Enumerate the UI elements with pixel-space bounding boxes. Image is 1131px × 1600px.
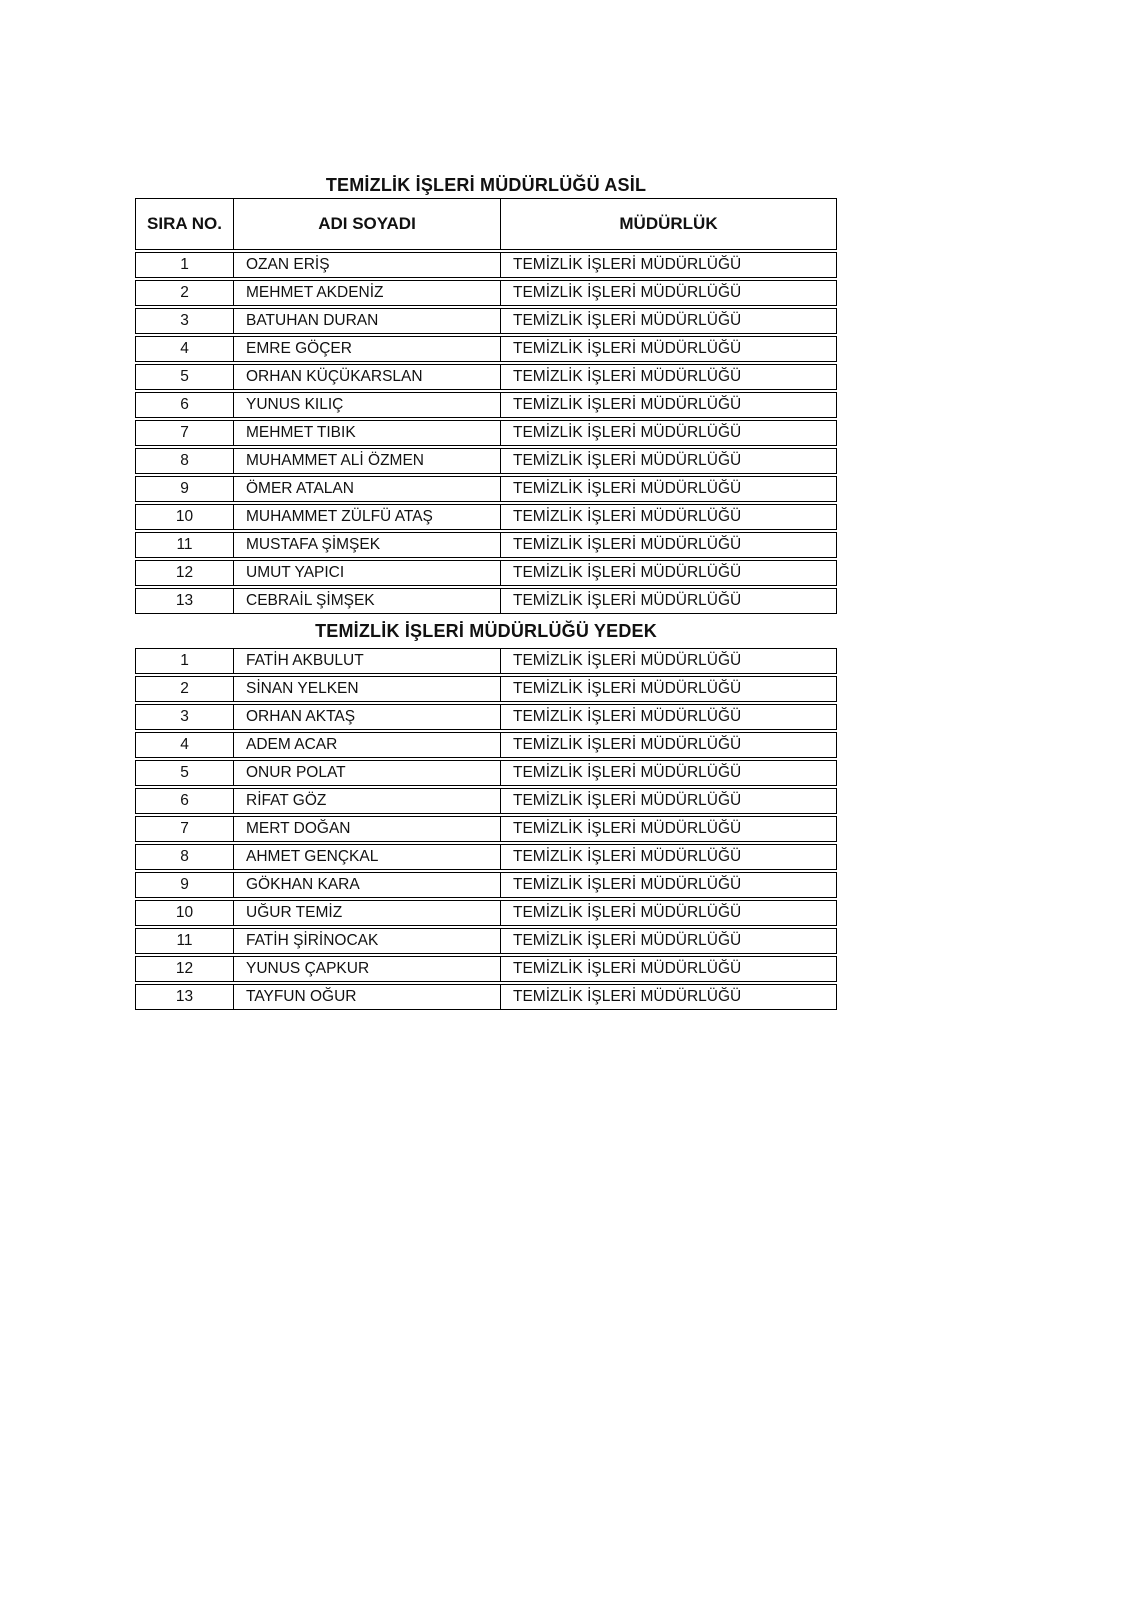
cell-adi-soyadi: ADEM ACAR [233, 733, 500, 757]
cell-mudurluk: TEMİZLİK İŞLERİ MÜDÜRLÜĞÜ [500, 421, 836, 445]
cell-sira-no: 12 [175, 960, 194, 977]
cell-adi-soyadi: BATUHAN DURAN [233, 309, 500, 333]
cell-sira-no: 1 [180, 652, 189, 669]
cell-sira-no: 8 [180, 452, 189, 469]
cell-adi-soyadi: FATİH ŞİRİNOCAK [233, 929, 500, 953]
cell-sira-no: 8 [180, 848, 189, 865]
cell-sira-no: 4 [180, 736, 189, 753]
table-row [135, 504, 837, 530]
cell-mudurluk: TEMİZLİK İŞLERİ MÜDÜRLÜĞÜ [500, 817, 836, 841]
cell-adi-soyadi: UĞUR TEMİZ [233, 901, 500, 925]
cell-sira-no: 6 [180, 396, 189, 413]
cell-adi-soyadi: MUHAMMET ZÜLFÜ ATAŞ [233, 505, 500, 529]
cell-sira-no: 9 [180, 480, 189, 497]
cell-adi-soyadi: YUNUS ÇAPKUR [233, 957, 500, 981]
asil-section-title: TEMİZLİK İŞLERİ MÜDÜRLÜĞÜ ASİL [325, 175, 647, 195]
personnel-list-document [135, 172, 837, 1012]
cell-adi-soyadi: ÖMER ATALAN [233, 477, 500, 501]
cell-adi-soyadi: FATİH AKBULUT [233, 649, 500, 673]
table-row [135, 676, 837, 702]
cell-sira-no: 11 [176, 536, 193, 553]
cell-mudurluk: TEMİZLİK İŞLERİ MÜDÜRLÜĞÜ [500, 337, 836, 361]
cell-sira-no: 9 [180, 876, 189, 893]
cell-sira-no: 3 [180, 312, 189, 329]
table-row [135, 560, 837, 586]
cell-mudurluk: TEMİZLİK İŞLERİ MÜDÜRLÜĞÜ [500, 929, 836, 953]
cell-adi-soyadi: UMUT YAPICI [233, 561, 500, 585]
cell-mudurluk: TEMİZLİK İŞLERİ MÜDÜRLÜĞÜ [500, 761, 836, 785]
table-row [135, 420, 837, 446]
cell-mudurluk: TEMİZLİK İŞLERİ MÜDÜRLÜĞÜ [500, 677, 836, 701]
table-row [135, 816, 837, 842]
table-row [135, 788, 837, 814]
cell-sira-no: 7 [180, 424, 189, 441]
cell-sira-no: 10 [175, 904, 194, 921]
cell-sira-no: 10 [175, 508, 194, 525]
cell-sira-no: 6 [180, 792, 189, 809]
asil-table-rows [135, 252, 837, 614]
cell-sira-no: 13 [175, 988, 194, 1005]
yedek-section-title: TEMİZLİK İŞLERİ MÜDÜRLÜĞÜ YEDEK [315, 621, 657, 641]
cell-sira-no: 12 [175, 564, 194, 581]
cell-sira-no: 1 [180, 256, 189, 273]
cell-adi-soyadi: RİFAT GÖZ [233, 789, 500, 813]
table-row [135, 476, 837, 502]
cell-sira-no: 13 [175, 592, 194, 609]
cell-adi-soyadi: CEBRAİL ŞİMŞEK [233, 589, 500, 613]
table-row [135, 844, 837, 870]
table-row [135, 308, 837, 334]
cell-adi-soyadi: AHMET GENÇKAL [233, 845, 500, 869]
cell-mudurluk: TEMİZLİK İŞLERİ MÜDÜRLÜĞÜ [500, 649, 836, 673]
cell-adi-soyadi: MUSTAFA ŞİMŞEK [233, 533, 500, 557]
table-row [135, 588, 837, 614]
cell-adi-soyadi: ORHAN AKTAŞ [233, 705, 500, 729]
table-row [135, 532, 837, 558]
cell-mudurluk: TEMİZLİK İŞLERİ MÜDÜRLÜĞÜ [500, 705, 836, 729]
table-row [135, 732, 837, 758]
cell-mudurluk: TEMİZLİK İŞLERİ MÜDÜRLÜĞÜ [500, 985, 836, 1009]
cell-adi-soyadi: MEHMET TIBIK [233, 421, 500, 445]
cell-adi-soyadi: SİNAN YELKEN [233, 677, 500, 701]
table-row [135, 928, 837, 954]
cell-adi-soyadi: MUHAMMET ALİ ÖZMEN [233, 449, 500, 473]
table-row [135, 280, 837, 306]
cell-sira-no: 11 [176, 932, 193, 949]
cell-sira-no: 5 [180, 764, 189, 781]
cell-adi-soyadi: ONUR POLAT [233, 761, 500, 785]
table-row [135, 704, 837, 730]
yedek-table [135, 648, 837, 1010]
table-row [135, 984, 837, 1010]
cell-mudurluk: TEMİZLİK İŞLERİ MÜDÜRLÜĞÜ [500, 365, 836, 389]
cell-adi-soyadi: GÖKHAN KARA [233, 873, 500, 897]
cell-sira-no: 2 [180, 680, 189, 697]
cell-mudurluk: TEMİZLİK İŞLERİ MÜDÜRLÜĞÜ [500, 561, 836, 585]
table-row [135, 648, 837, 674]
cell-adi-soyadi: EMRE GÖÇER [233, 337, 500, 361]
cell-mudurluk: TEMİZLİK İŞLERİ MÜDÜRLÜĞÜ [500, 533, 836, 557]
header-mudurluk: MÜDÜRLÜK [500, 199, 836, 249]
cell-mudurluk: TEMİZLİK İŞLERİ MÜDÜRLÜĞÜ [500, 789, 836, 813]
header-sira-no: SIRA NO. [147, 214, 222, 233]
table-row [135, 392, 837, 418]
cell-adi-soyadi: MEHMET AKDENİZ [233, 281, 500, 305]
cell-sira-no: 5 [180, 368, 189, 385]
cell-mudurluk: TEMİZLİK İŞLERİ MÜDÜRLÜĞÜ [500, 253, 836, 277]
cell-mudurluk: TEMİZLİK İŞLERİ MÜDÜRLÜĞÜ [500, 477, 836, 501]
cell-mudurluk: TEMİZLİK İŞLERİ MÜDÜRLÜĞÜ [500, 957, 836, 981]
cell-mudurluk: TEMİZLİK İŞLERİ MÜDÜRLÜĞÜ [500, 309, 836, 333]
table-row [135, 252, 837, 278]
cell-sira-no: 3 [180, 708, 189, 725]
cell-sira-no: 4 [180, 340, 189, 357]
asil-table [135, 198, 837, 614]
cell-mudurluk: TEMİZLİK İŞLERİ MÜDÜRLÜĞÜ [500, 733, 836, 757]
table-row [135, 448, 837, 474]
yedek-table-rows [135, 648, 837, 1010]
cell-sira-no: 2 [180, 284, 189, 301]
cell-mudurluk: TEMİZLİK İŞLERİ MÜDÜRLÜĞÜ [500, 505, 836, 529]
header-adi-soyadi: ADI SOYADI [233, 199, 500, 249]
table-row [135, 336, 837, 362]
table-row [135, 364, 837, 390]
cell-mudurluk: TEMİZLİK İŞLERİ MÜDÜRLÜĞÜ [500, 281, 836, 305]
table-row [135, 900, 837, 926]
table-row [135, 872, 837, 898]
cell-adi-soyadi: MERT DOĞAN [233, 817, 500, 841]
cell-adi-soyadi: ORHAN KÜÇÜKARSLAN [233, 365, 500, 389]
cell-adi-soyadi: TAYFUN OĞUR [233, 985, 500, 1009]
cell-sira-no: 7 [180, 820, 189, 837]
cell-mudurluk: TEMİZLİK İŞLERİ MÜDÜRLÜĞÜ [500, 901, 836, 925]
cell-mudurluk: TEMİZLİK İŞLERİ MÜDÜRLÜĞÜ [500, 589, 836, 613]
cell-mudurluk: TEMİZLİK İŞLERİ MÜDÜRLÜĞÜ [500, 845, 836, 869]
table-row [135, 760, 837, 786]
cell-adi-soyadi: YUNUS KILIÇ [233, 393, 500, 417]
cell-mudurluk: TEMİZLİK İŞLERİ MÜDÜRLÜĞÜ [500, 449, 836, 473]
cell-mudurluk: TEMİZLİK İŞLERİ MÜDÜRLÜĞÜ [500, 393, 836, 417]
table-header-row [135, 198, 837, 250]
table-row [135, 956, 837, 982]
cell-adi-soyadi: OZAN ERİŞ [233, 253, 500, 277]
cell-mudurluk: TEMİZLİK İŞLERİ MÜDÜRLÜĞÜ [500, 873, 836, 897]
